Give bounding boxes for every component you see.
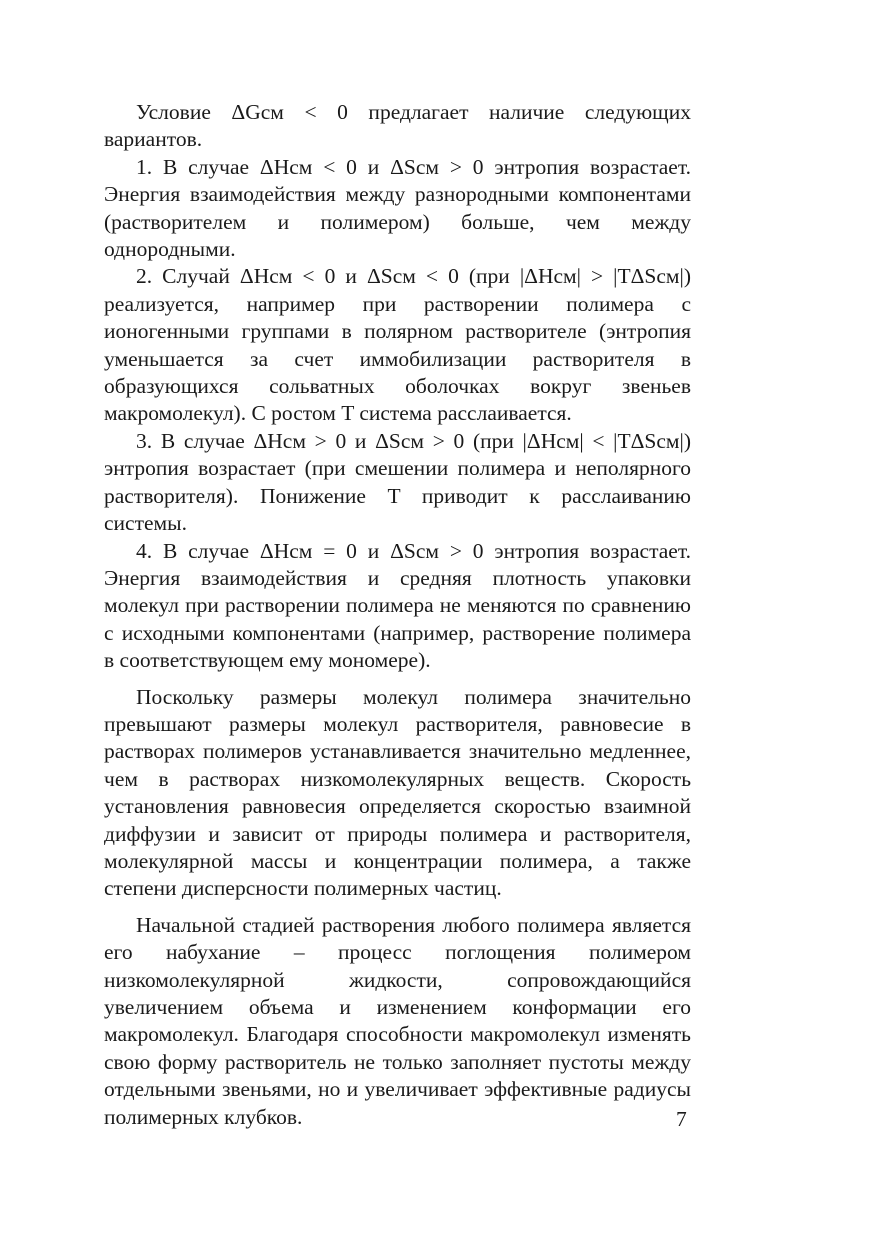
body-text xyxy=(104,99,691,1131)
paragraph-case-3: 3. В случае ΔHсм > 0 и ΔSсм > 0 (при |ΔHсм| < |TΔSсм|) энтропия возрастает (при смешении полимера и неполярного растворителя). Понижение T приводит к расслаиванию системы. xyxy=(104,428,691,536)
page-number: 7 xyxy=(676,1107,687,1131)
paragraph-case-4: 4. В случае ΔHсм = 0 и ΔSсм > 0 энтропия возрастает. Энергия взаимодействия и средняя плотность упаковки молекул при растворении полимера не меняются по сравнению с исходными компонентами (например, растворение полимера в соответствующем ему мономере). xyxy=(104,538,691,673)
paragraph-condition: Условие ΔGсм < 0 предлагает наличие следующих вариантов. xyxy=(104,100,691,152)
paragraph-case-2: 2. Случай ΔHсм < 0 и ΔSсм < 0 (при |ΔHсм| > |TΔSсм|) реализуется, например при растворении полимера с ионогенными группами в полярном растворителе (энтропия уменьшается за счет иммобилизации растворителя в образующихся сольватных оболочках вокруг звеньев макромолекул). С ростом T система расслаивается. xyxy=(104,264,691,426)
paragraph-case-1: 1. В случае ΔHсм < 0 и ΔSсм > 0 энтропия возрастает. Энергия взаимодействия между разнородными компонентами (растворителем и полимером) больше, чем между однородными. xyxy=(104,154,691,262)
paragraph-equilibrium: Поскольку размеры молекул полимера значительно превышают размеры молекул растворителя, равновесие в растворах полимеров устанавливается значительно медленнее, чем в растворах низкомолекулярных веществ. Скорость установления равновесия определяется скоростью взаимной диффузии и зависит от природы полимера и растворителя, молекулярной массы и концентрации полимера, а также степени дисперсности полимерных частиц. xyxy=(104,684,691,901)
paragraph-swelling: Начальной стадией растворения любого полимера является его набухание – процесс поглощения полимером низкомолекулярной жидкости, сопровождающийся увеличением объема и изменением конформации его макромолекул. Благодаря способности макромолекул изменять свою форму растворитель не только заполняет пустоты между отдельными звеньями, но и увеличивает эффективные радиусы полимерных клубков. xyxy=(104,912,691,1129)
